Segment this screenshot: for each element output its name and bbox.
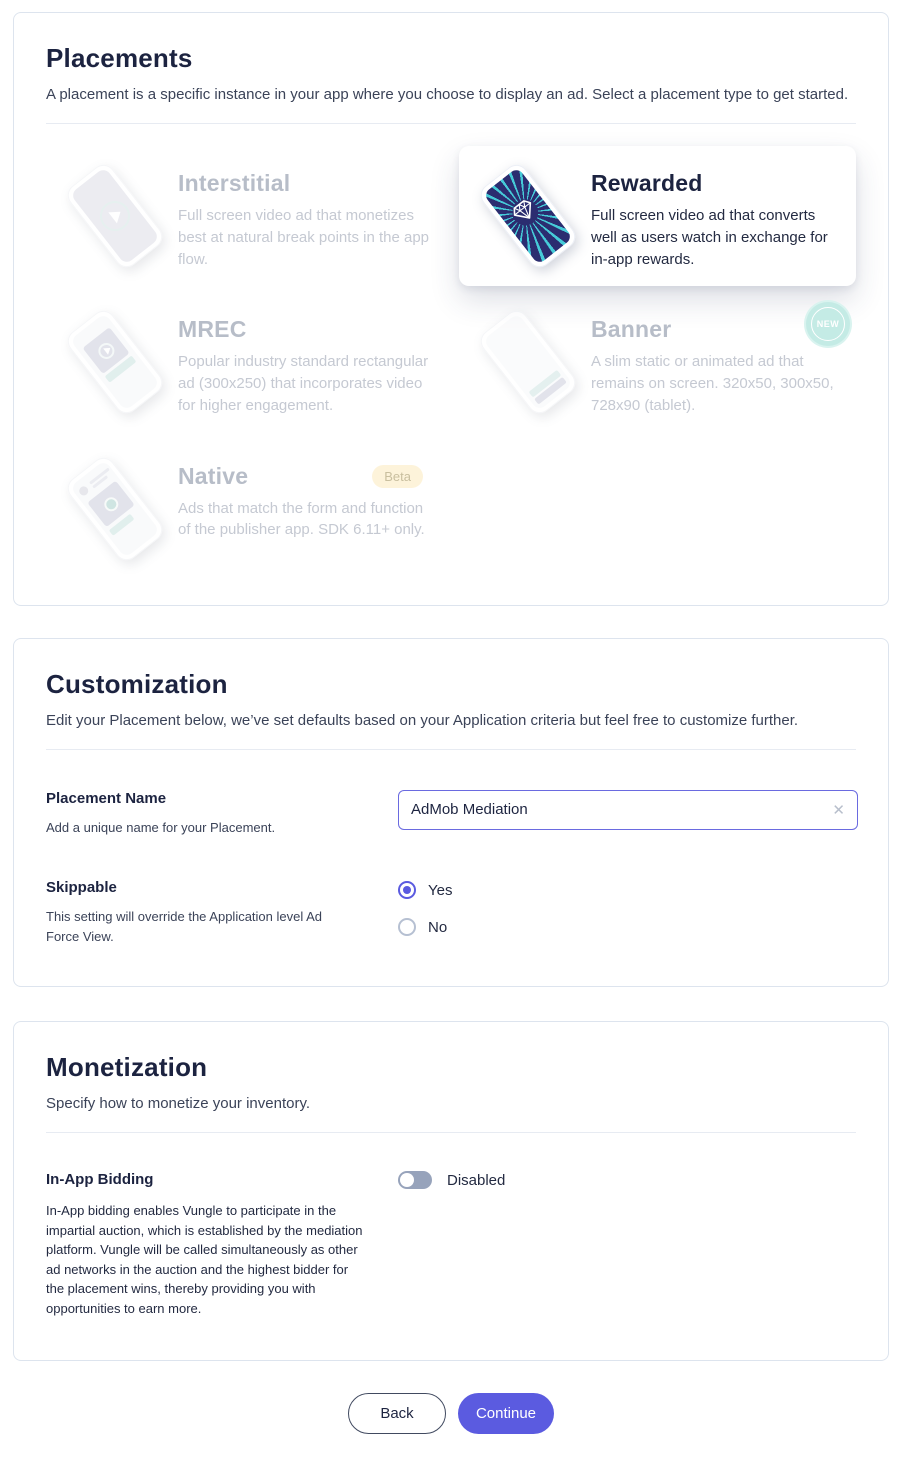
placement-tile-banner[interactable]: [459, 292, 856, 432]
back-button[interactable]: Back: [348, 1393, 446, 1434]
tile-description: Full screen video ad that monetizes best at natural break points in the app flow.: [178, 207, 430, 268]
tile-title: Interstitial: [178, 170, 291, 196]
tile-description: Ads that match the form and function of the publisher app. SDK 6.11+ only.: [178, 499, 425, 539]
placement-type-grid: [46, 146, 856, 579]
skippable-option-no[interactable]: [398, 918, 856, 936]
in-app-bidding-label: In-App Bidding: [46, 1171, 154, 1188]
skippable-row: [46, 879, 856, 946]
customization-description: Edit your Placement below, we’ve set defaults based on your Application criteria but feel free to customize further.: [46, 711, 799, 729]
placements-card: [13, 12, 889, 606]
tile-title: Rewarded: [591, 170, 703, 196]
interstitial-phone-icon: [60, 162, 172, 270]
skippable-radio-group: [398, 881, 856, 936]
in-app-bidding-row: [46, 1171, 856, 1318]
skippable-option-yes[interactable]: [398, 881, 856, 899]
in-app-bidding-state: Disabled: [447, 1171, 506, 1189]
tile-title: Banner: [591, 316, 672, 343]
radio-no-icon[interactable]: [398, 918, 416, 936]
placement-name-label: Placement Name: [46, 789, 167, 807]
continue-button[interactable]: Continue: [458, 1393, 554, 1434]
new-badge-label: NEW: [816, 319, 840, 330]
radio-yes-label: Yes: [428, 881, 453, 899]
native-phone-icon: [60, 455, 172, 563]
placement-name-helper: Add a unique name for your Placement.: [46, 819, 276, 835]
beta-badge: Beta: [372, 465, 423, 488]
footer-actions: [0, 1393, 902, 1434]
placement-tile-interstitial[interactable]: [46, 146, 443, 286]
placement-tile-rewarded[interactable]: [459, 146, 856, 286]
customization-title: Customization: [46, 668, 228, 699]
banner-phone-icon: [473, 308, 585, 416]
tile-description: Popular industry standard rectangular ad (300x250) that incorporates video for higher engagement.: [178, 353, 429, 414]
mrec-phone-icon: [60, 308, 172, 416]
radio-yes-icon[interactable]: [398, 881, 416, 899]
skippable-label: Skippable: [46, 879, 117, 896]
placements-title: Placements: [46, 43, 193, 73]
radio-no-label: No: [428, 918, 448, 936]
placement-name-row: [46, 790, 856, 838]
clear-input-icon[interactable]: ✕: [832, 801, 845, 819]
tile-title: MREC: [178, 316, 247, 343]
placement-tile-mrec[interactable]: [46, 292, 443, 432]
placement-name-field: [398, 790, 858, 830]
monetization-card: [13, 1021, 889, 1361]
divider: [46, 1132, 856, 1133]
monetization-title: Monetization: [46, 1052, 208, 1082]
divider: [46, 749, 856, 750]
placement-tile-native[interactable]: [46, 439, 443, 579]
in-app-bidding-toggle[interactable]: [398, 1171, 432, 1189]
placements-description: A placement is a specific instance in your app where you choose to display an ad. Select a placement type to get started.: [46, 86, 849, 103]
monetization-description: Specify how to monetize your inventory.: [46, 1095, 311, 1112]
tile-title: Native: [178, 462, 249, 489]
rewarded-phone-icon: [473, 162, 585, 270]
tile-description: Full screen video ad that converts well as users watch in exchange for in-app rewards.: [591, 207, 828, 268]
customization-card: [13, 638, 889, 988]
new-badge: [806, 302, 850, 346]
tile-description: A slim static or animated ad that remains on screen. 320x50, 300x50, 728x90 (tablet).: [591, 353, 834, 414]
in-app-bidding-helper: In-App bidding enables Vungle to participate in the impartial auction, which is established by the mediation platform. Vungle will be called simultaneously as other ad networks in the auction and the highest bidder for the placement wins, thereby providing you with opportunities to earn more.: [46, 1203, 363, 1316]
divider: [46, 123, 856, 124]
skippable-helper: This setting will override the Application level Ad Force View.: [46, 909, 323, 944]
placement-name-input[interactable]: [411, 801, 824, 818]
